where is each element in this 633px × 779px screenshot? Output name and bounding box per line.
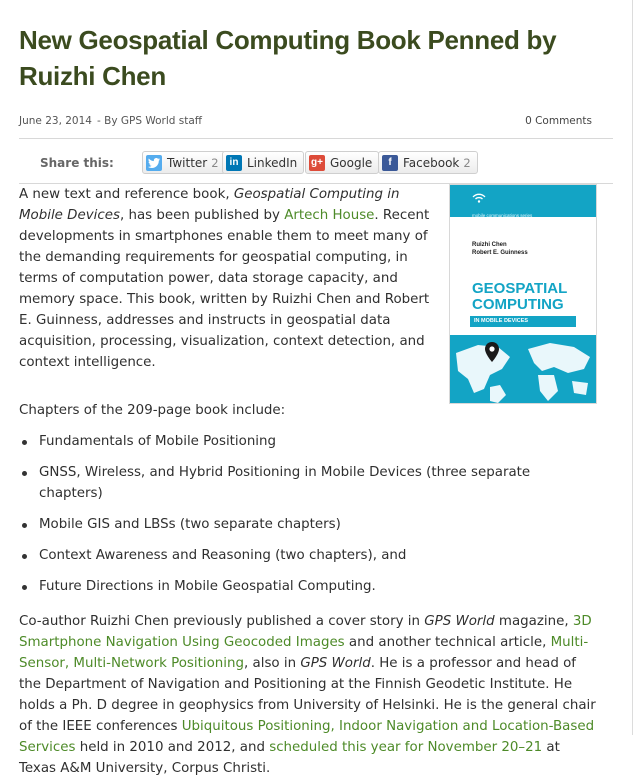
cover-title-line: COMPUTING — [472, 296, 564, 313]
text-run: . Recent developments in smartphones enable them to meet many of the demanding requirements for geospatial computing, in terms of computation power, data storage capacity, and memory space. This book, written by Ruizhi Chen and Robert E. Guinness, addresses and instructs in geospatial data acquisition, processing, visualization, context detection, and context intelligence. — [19, 208, 430, 370]
google-plus-icon: g+ — [309, 155, 325, 171]
magazine-name: GPS World — [300, 656, 371, 671]
cover-title-line: GEOSPATIAL — [472, 280, 568, 297]
article-body — [19, 184, 597, 779]
share-facebook-button[interactable] — [378, 151, 478, 174]
3d-smartphone-navigation-link[interactable]: 3D Smartphone Navigation Using Geocoded Images — [19, 614, 592, 650]
text-run: magazine, — [494, 614, 573, 629]
multi-sensor-positioning-link[interactable]: Multi-Sensor, Multi-Network Positioning — [19, 635, 589, 671]
list-item: Mobile GIS and LBSs (two separate chapters) — [39, 514, 597, 535]
share-linkedin-button[interactable] — [222, 151, 304, 174]
list-item: GNSS, Wireless, and Hybrid Positioning in Mobile Devices (three separate chapters) — [39, 462, 597, 504]
book-cover-image — [449, 184, 597, 404]
share-google-button[interactable] — [305, 151, 379, 174]
text-run: and another technical article, — [344, 635, 551, 650]
text-run: . He is a professor and head of the Department of Navigation and Positioning at the Finnish Geodetic Institute. He holds a Ph. D degree in geophysics from University of Helsinki. He is the general chair of the IEEE conferences — [19, 656, 596, 734]
ubiquitous-positioning-link[interactable]: Ubiquitous Positioning, Indoor Navigation and Location-Based Services — [19, 719, 595, 755]
article-date: June 23, 2014 — [19, 115, 92, 127]
cover-map — [450, 335, 596, 403]
comments-link[interactable]: 0 Comments — [525, 115, 592, 127]
divider — [19, 138, 613, 139]
cover-authors — [472, 241, 528, 257]
share-google-label: Google — [330, 155, 373, 170]
cover-title — [472, 281, 567, 313]
map-pin-icon — [485, 342, 499, 362]
article-meta — [19, 113, 592, 129]
chapters-intro: Chapters of the 209-page book include: — [19, 403, 286, 418]
share-facebook-label: Facebook — [403, 155, 460, 170]
list-item: Future Directions in Mobile Geospatial Computing. — [39, 576, 597, 597]
share-twitter-label: Twitter — [167, 155, 208, 170]
artech-house-link[interactable]: Artech House — [284, 208, 375, 223]
share-bar — [19, 150, 613, 177]
facebook-icon: f — [382, 155, 398, 171]
conference-schedule-link[interactable]: scheduled this year for November 20–21 — [269, 740, 543, 755]
cover-series: mobile communications series — [472, 213, 533, 218]
magazine-name: GPS World — [424, 614, 495, 629]
cover-author: Robert E. Guinness — [472, 250, 528, 256]
list-item: Fundamentals of Mobile Positioning — [39, 431, 597, 452]
share-twitter-button[interactable] — [142, 151, 226, 174]
linkedin-icon: in — [226, 155, 242, 171]
text-run: , has been published by — [119, 208, 285, 223]
chapters-list — [19, 431, 597, 597]
text-run: , also in — [244, 656, 301, 671]
world-map-graphic — [450, 335, 596, 403]
share-twitter-count: 2 — [211, 155, 219, 170]
text-run: A new text and reference book, — [19, 187, 234, 202]
text-run: Co-author Ruizhi Chen previously published a cover story in — [19, 614, 425, 629]
cover-author: Ruizhi Chen — [472, 242, 507, 248]
text-run: at Texas A&M University, Corpus Christi. — [19, 740, 560, 776]
wifi-icon — [472, 193, 486, 203]
cover-subtitle: IN MOBILE DEVICES — [474, 318, 529, 324]
text-run: held in 2010 and 2012, and — [75, 740, 270, 755]
coauthor-paragraph — [19, 611, 597, 779]
article-title: New Geospatial Computing Book Penned by Ruizhi Chen — [19, 25, 557, 91]
share-linkedin-label: LinkedIn — [247, 155, 298, 170]
article-byline: - By GPS World staff — [97, 115, 203, 127]
share-label: Share this: — [40, 156, 114, 170]
twitter-icon — [146, 155, 162, 171]
share-facebook-count: 2 — [463, 155, 471, 170]
list-item: Context Awareness and Reasoning (two chapters), and — [39, 545, 597, 566]
book-title-text: Geospatial Computing in Mobile Devices — [19, 187, 400, 223]
